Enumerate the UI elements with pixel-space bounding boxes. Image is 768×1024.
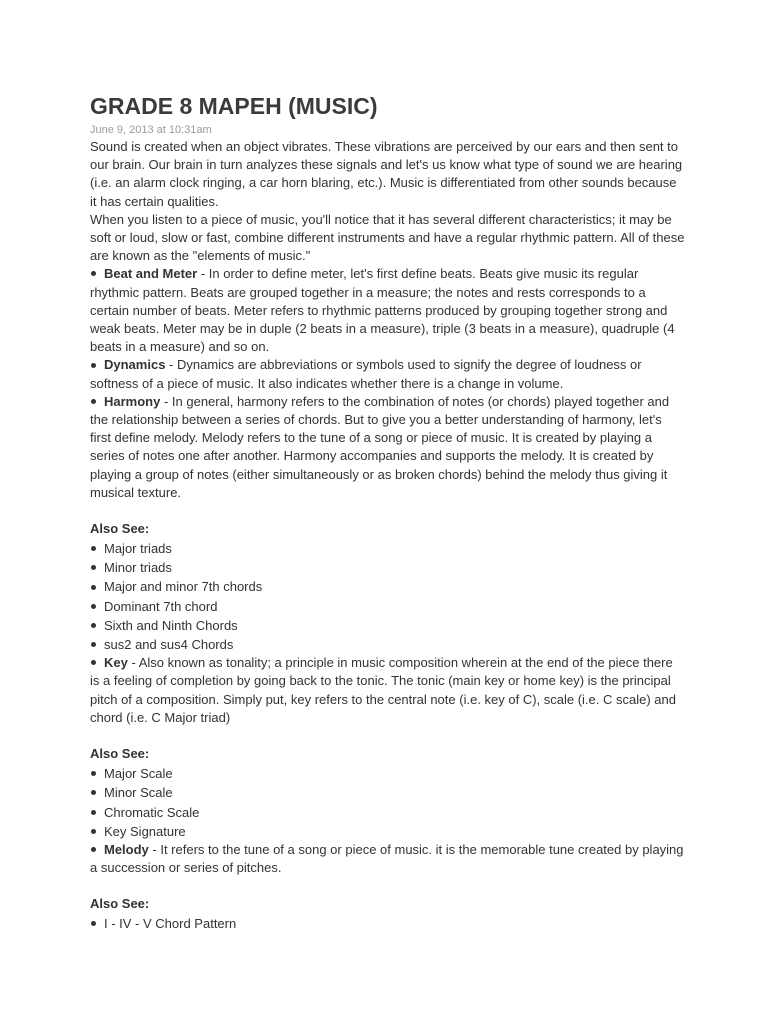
spacer xyxy=(90,877,685,895)
bullet-icon xyxy=(91,604,96,609)
element-melody xyxy=(90,841,685,877)
bullet-icon xyxy=(91,810,96,815)
also-see-heading: Also See: xyxy=(90,746,150,762)
bullet-icon xyxy=(91,642,96,647)
intro-paragraph-1: Sound is created when an object vibrates. These vibrations are perceived by our ears and then sent to our brain. Our brain in turn analyzes these signals and let's us know what type of sound we are hearing (i.e. an alarm clock ringing, a car horn blaring, etc.). Music is differentiated from other sounds because it has certain qualities. xyxy=(90,139,683,209)
element-description: - In order to define meter, let's first define beats. Beats give music its regular rhythmic pattern. Beats are grouped together in a measure; the notes and rests corresponds to a certain number of beats. Meter refers to rhythmic patterns produced by grouping together strong and weak beats. Meter may be in duple (2 beats in a measure), triple (3 beats in a measure), quadruple (4 beats in a measure) and so on. xyxy=(90,266,675,355)
bullet-icon xyxy=(91,790,96,795)
bullet-icon xyxy=(91,847,96,852)
also-see-heading: Also See: xyxy=(90,896,150,912)
spacer xyxy=(90,727,685,745)
link-text[interactable]: Key Signature xyxy=(104,823,186,839)
bullet-icon xyxy=(91,623,96,628)
bullet-icon xyxy=(91,771,96,776)
element-beat-and-meter xyxy=(90,265,685,356)
element-key xyxy=(90,654,685,727)
list-item[interactable] xyxy=(90,783,685,802)
link-text[interactable]: Minor Scale xyxy=(104,785,173,801)
intro-paragraph-2: When you listen to a piece of music, you'll notice that it has several different characteristics; it may be soft or loud, slow or fast, combine different instruments and have a regular rhythmic pattern. All of these are known as the "elements of music." xyxy=(90,211,685,264)
link-text[interactable]: Sixth and Ninth Chords xyxy=(104,617,238,633)
element-description: - It refers to the tune of a song or piece of music. it is the memorable tune created by playing a succession or series of pitches. xyxy=(90,841,684,876)
list-item[interactable] xyxy=(90,822,685,841)
list-item[interactable] xyxy=(90,635,685,654)
list-item[interactable] xyxy=(90,577,685,596)
list-item[interactable] xyxy=(90,539,685,558)
link-text[interactable]: sus2 and sus4 Chords xyxy=(104,637,234,653)
element-term: Key xyxy=(104,655,128,671)
element-dynamics xyxy=(90,356,685,392)
list-item[interactable] xyxy=(90,914,685,933)
list-item[interactable] xyxy=(90,558,685,577)
bullet-icon xyxy=(91,565,96,570)
also-see-melody-list xyxy=(90,914,685,933)
link-text[interactable]: Chromatic Scale xyxy=(104,804,200,820)
article-title: GRADE 8 MAPEH (MUSIC) xyxy=(90,93,378,119)
bullet-icon xyxy=(91,921,96,926)
element-term: Beat and Meter xyxy=(104,266,198,282)
element-description: - Also known as tonality; a principle in music composition wherein at the end of the piece there is a feeling of completion by going back to the tonic. The tonic (main key or home key) is the principal pitch of a composition. Simply put, key refers to the central note (i.e. key of C), scale (i.e. C scale) and chord (i.e. C Major triad) xyxy=(90,655,676,725)
article-date: June 9, 2013 at 10:31am xyxy=(90,124,212,136)
element-harmony xyxy=(90,393,685,502)
list-item[interactable] xyxy=(90,597,685,616)
also-see-heading: Also See: xyxy=(90,521,150,537)
element-description: - In general, harmony refers to the combination of notes (or chords) played together and the relationship between a series of chords. But to give you a better understanding of harmony, let's first define melody. Melody refers to the tune of a song or piece of music. It is created by playing a series of notes one after another. Harmony accompanies and supports the melody. It is created by playing a group of notes (either simultaneously or as broken chords) behind the melody thus giving it musical texture. xyxy=(90,393,670,500)
link-text[interactable]: Major Scale xyxy=(104,766,173,782)
element-description: - Dynamics are abbreviations or symbols used to signify the degree of loudness or softness of a piece of music. It also indicates whether there is a change in volume. xyxy=(90,357,642,391)
link-text[interactable]: Minor triads xyxy=(104,560,172,576)
bullet-icon xyxy=(91,546,96,551)
bullet-icon xyxy=(91,363,96,368)
link-text[interactable]: Major and minor 7th chords xyxy=(104,579,263,595)
bullet-icon xyxy=(91,660,96,665)
link-text[interactable]: Dominant 7th chord xyxy=(104,598,218,614)
list-item[interactable] xyxy=(90,764,685,783)
link-text[interactable]: Major triads xyxy=(104,541,172,557)
bullet-icon xyxy=(91,399,96,404)
element-term: Dynamics xyxy=(104,357,166,373)
bullet-icon xyxy=(91,829,96,834)
bullet-icon xyxy=(91,585,96,590)
spacer xyxy=(90,502,685,520)
link-text[interactable]: I - IV - V Chord Pattern xyxy=(104,916,237,932)
article xyxy=(90,92,685,934)
also-see-harmony-list xyxy=(90,539,685,654)
also-see-key-list xyxy=(90,764,685,841)
element-term: Melody xyxy=(104,841,149,857)
list-item[interactable] xyxy=(90,803,685,822)
list-item[interactable] xyxy=(90,616,685,635)
element-term: Harmony xyxy=(104,393,161,409)
bullet-icon xyxy=(91,271,96,276)
